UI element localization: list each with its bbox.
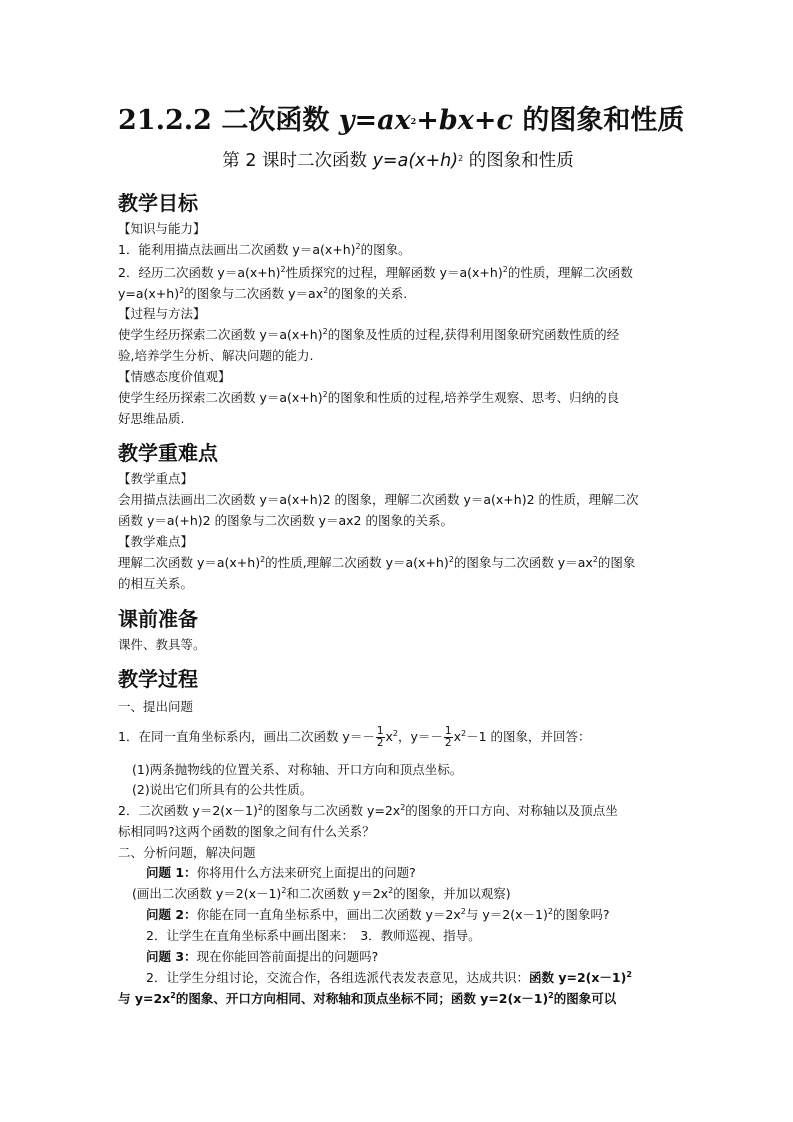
goal-line: 使学生经历探索二次函数 $y=a(x+h)^2$的图象及性质的过程,获得利用图象研究函数性质的经 [118, 327, 620, 342]
conclusion-line: 与 $y=2x^2$的图象、开口方向相同、对称轴和顶点坐标不同；函数 $y=2(x-1)^2$的图象可以 [118, 991, 617, 1006]
keypoint-line: 会用描点法画出二次函数 y＝a(x+h)2 的图象，理解二次函数 y＝a(x+h)2 的性质，理解二次 [118, 492, 639, 507]
difficulty-line: 理解二次函数 $y=a(x+h)^2$的性质,理解二次函数 $y=a(x+h)^2$的图象与二次函数 $y=ax^2$的图象 [118, 555, 636, 570]
question-2-cont: 标相同吗?这两个函数的图象之间有什么关系？ [118, 824, 375, 839]
question-1: 1．在同一直角坐标系内，画出二次函数 y＝－ $\frac{1}{2}$ $x^2$，y＝－ $\frac{1}{2}$ $x^2-1$ 的图象，并回答： [118, 725, 591, 749]
goal-line: 好思维品质. [118, 411, 185, 426]
problem-1-note: (画出二次函数 $y=2(x-1)^2$和二次函数 $y=2x^2$的图象，并加以观察) [132, 886, 511, 901]
question-1-part-1: (1)两条抛物线的位置关系、对称轴、开口方向和顶点坐标。 [132, 762, 463, 777]
title-formula-rest: +bx+c [416, 105, 513, 136]
label-knowledge: 【知识与能力】 [118, 221, 206, 236]
title-text-2: 的图象和性质 [512, 105, 685, 136]
question-2: 2．二次函数 $y=2(x-1)^2$的图象与二次函数 $y=2x^2$的图象的开口方向、对称轴以及顶点坐 [118, 803, 618, 818]
difficulty-line: 的相互关系。 [118, 576, 194, 591]
fraction-half: $\frac{1}{2}$ [376, 725, 384, 749]
label-attitude: 【情感态度价值观】 [118, 369, 231, 384]
problem-2-steps: 2．让学生在直角坐标系中画出图来： 3．教师巡视、指导。 [146, 928, 481, 943]
keypoint-line: 函数 y＝a(+h)2 的图象与二次函数 y＝ax2 的图象的关系。 [118, 513, 453, 528]
goal-line: $y=a(x+h)^2$的图象与二次函数 $y=ax^2$的图象的关系. [118, 286, 408, 301]
process-step-2: 二、分析问题，解决问题 [118, 845, 256, 860]
title-number: 21.2.2 [118, 105, 222, 136]
conclusion-line: 2．让学生分组讨论，交流合作，各组选派代表发表意见，达成共识：函数 $y=2(x-1)^2$ [146, 970, 632, 985]
problem-3: 问题 3：现在你能回答前面提出的问题吗? [146, 949, 379, 964]
problem-1: 问题 1：你将用什么方法来研究上面提出的问题? [146, 865, 416, 880]
fraction-half: $\frac{1}{2}$ [444, 725, 452, 749]
heading-keypoints: 教学重难点 [118, 441, 218, 465]
heading-prep: 课前准备 [118, 607, 198, 631]
prep-text: 课件、教具等。 [118, 637, 206, 652]
process-step-1: 一、提出问题 [118, 699, 194, 714]
page-title: 21.2.2 二次函数 $y=ax^2+bx+c$ 的图象和性质 [118, 105, 685, 136]
title-text: 二次函数 [221, 105, 339, 136]
title-formula: y=ax [338, 105, 411, 136]
label-difficulty: 【教学难点】 [118, 534, 194, 549]
question-1-part-2: (2)说出它们所具有的公共性质。 [132, 782, 313, 797]
goal-line: 1．能利用描点法画出二次函数 $y=a(x+h)^2$的图象。 [118, 242, 411, 257]
label-key: 【教学重点】 [118, 471, 194, 486]
heading-process: 教学过程 [118, 667, 198, 691]
heading-goals: 教学目标 [118, 191, 198, 215]
problem-2: 问题 2：你能在同一直角坐标系中，画出二次函数 $y=2x^2$与 $y=2(x-1)^2$的图象吗? [146, 907, 610, 922]
goal-line: 验,培养学生分析、解决问题的能力. [118, 348, 314, 363]
goal-line: 2．经历二次函数 $y=a(x+h)^2$性质探究的过程，理解函数 $y=a(x+h)^2$的性质，理解二次函数 [118, 265, 633, 280]
goal-line: 使学生经历探索二次函数 $y=a(x+h)^2$的图象和性质的过程,培养学生观察、思考、归纳的良 [118, 390, 620, 405]
page-subtitle: 第 2 课时二次函数 $y=a(x+h)^2$ 的图象和性质 [222, 151, 574, 171]
label-method: 【过程与方法】 [118, 306, 206, 321]
